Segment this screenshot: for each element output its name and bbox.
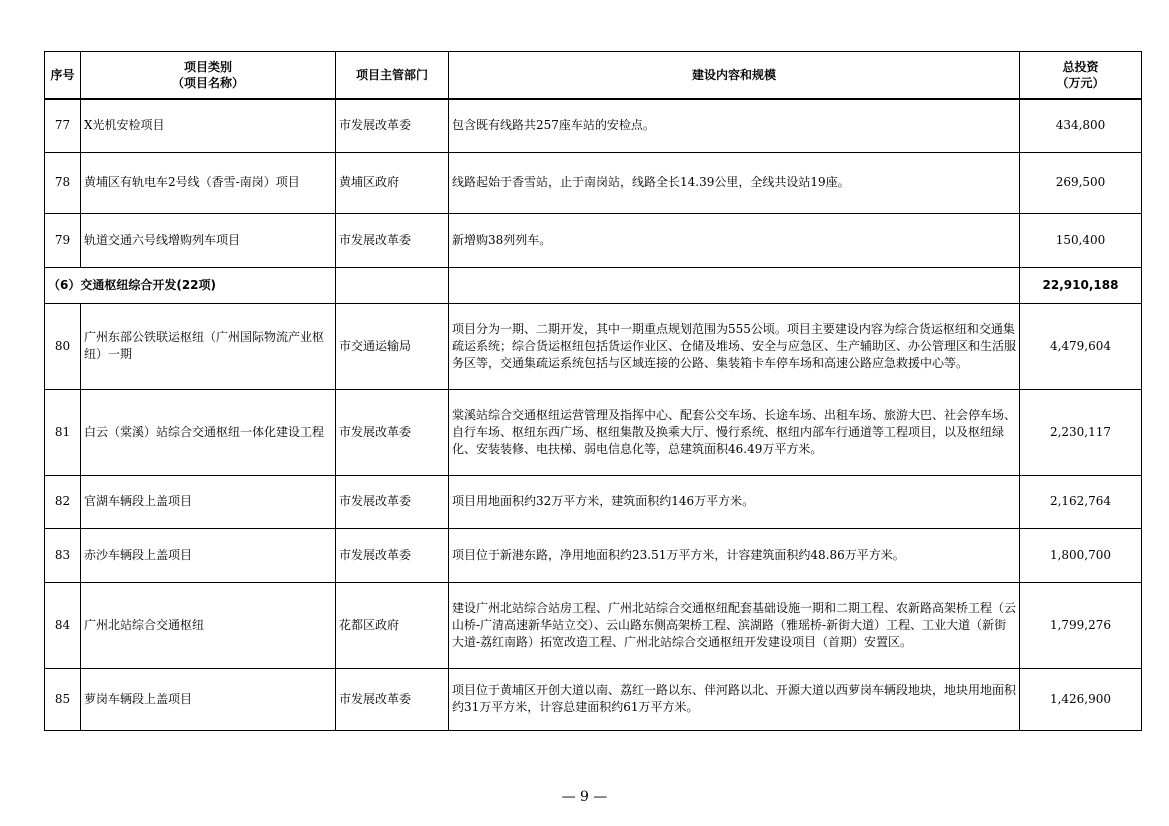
- row-no: 84: [45, 582, 81, 668]
- header-content: 建设内容和规模: [449, 52, 1020, 100]
- row-investment: 150,400: [1020, 213, 1142, 267]
- row-no: 83: [45, 528, 81, 582]
- row-investment: 1,799,276: [1020, 582, 1142, 668]
- row-dept: 市发展改革委: [336, 99, 449, 152]
- row-name: 黄埔区有轨电车2号线（香雪-南岗）项目: [81, 152, 336, 213]
- row-dept: 市发展改革委: [336, 213, 449, 267]
- row-name: 轨道交通六号线增购列车项目: [81, 213, 336, 267]
- row-content: 棠溪站综合交通枢纽运营管理及指挥中心、配套公交车场、长途车场、出租车场、旅游大巴、社会停车场、自行车场、枢纽东西广场、枢纽集散及换乘大厅、慢行系统、枢纽内部车行通道等工程项目，以及枢纽绿化、安装装修、电扶梯、弱电信息化等，总建筑面积46.49万平方米。: [449, 389, 1020, 475]
- row-content: 建设广州北站综合站房工程、广州北站综合交通枢纽配套基础设施一期和二期工程、农新路高架桥工程（云山桥-广清高速新华站立交）、云山路东侧高架桥工程、滨湖路（雅瑶桥-新街大道）工程、工业大道（新街大道-荔红南路）拓宽改造工程、广州北站综合交通枢纽开发建设项目（首期）安置区。: [449, 582, 1020, 668]
- row-content: 项目位于新港东路，净用地面积约23.51万平方米，计容建筑面积约48.86万平方米。: [449, 528, 1020, 582]
- row-investment: 2,162,764: [1020, 475, 1142, 528]
- table-row: [45, 99, 1142, 152]
- row-dept: 市发展改革委: [336, 389, 449, 475]
- row-no: 78: [45, 152, 81, 213]
- category-dept-empty: [336, 267, 449, 303]
- header-category-line1: 项目类别: [183, 60, 232, 74]
- row-content: 包含既有线路共257座车站的安检点。: [449, 99, 1020, 152]
- row-content: 项目用地面积约32万平方米，建筑面积约146万平方米。: [449, 475, 1020, 528]
- row-no: 80: [45, 303, 81, 389]
- table-row: [45, 303, 1142, 389]
- row-content: 项目分为一期、二期开发，其中一期重点规划范围为555公顷。项目主要建设内容为综合货运枢纽和交通集疏运系统；综合货运枢纽包括货运作业区、仓储及堆场、安全与应急区、生产辅助区、办公管理区和生活服务区等，交通集疏运系统包括与区域连接的公路、集装箱卡车停车场和高速公路应急救援中心等。: [449, 303, 1020, 389]
- row-content: 新增购38列列车。: [449, 213, 1020, 267]
- row-investment: 1,426,900: [1020, 668, 1142, 730]
- row-no: 82: [45, 475, 81, 528]
- row-investment: 2,230,117: [1020, 389, 1142, 475]
- page-number: — 9 —: [561, 789, 608, 805]
- row-dept: 黄埔区政府: [336, 152, 449, 213]
- table-row: [45, 668, 1142, 730]
- row-name: X光机安检项目: [81, 99, 336, 152]
- table-row: [45, 152, 1142, 213]
- row-investment: 4,479,604: [1020, 303, 1142, 389]
- header-investment-line2: （万元）: [1056, 76, 1105, 90]
- row-investment: 269,500: [1020, 152, 1142, 213]
- row-dept: 市交通运输局: [336, 303, 449, 389]
- header-investment: [1020, 52, 1142, 100]
- header-investment-line1: 总投资: [1062, 60, 1099, 74]
- category-total: 22,910,188: [1020, 267, 1142, 303]
- category-row: [45, 267, 1142, 303]
- category-content-empty: [449, 267, 1020, 303]
- row-dept: 市发展改革委: [336, 475, 449, 528]
- table-row: [45, 475, 1142, 528]
- row-dept: 市发展改革委: [336, 668, 449, 730]
- row-investment: 1,800,700: [1020, 528, 1142, 582]
- table-row: [45, 213, 1142, 267]
- investment-table: [44, 51, 1142, 731]
- row-no: 77: [45, 99, 81, 152]
- row-investment: 434,800: [1020, 99, 1142, 152]
- table-row: [45, 389, 1142, 475]
- row-name: 官湖车辆段上盖项目: [81, 475, 336, 528]
- header-category: [81, 52, 336, 100]
- row-no: 79: [45, 213, 81, 267]
- row-name: 广州东部公铁联运枢纽（广州国际物流产业枢纽）一期: [81, 303, 336, 389]
- header-no: 序号: [45, 52, 81, 100]
- row-content: 项目位于黄埔区开创大道以南、荔红一路以东、伴河路以北、开源大道以西萝岗车辆段地块，地块用地面积约31万平方米，计容总建面积约61万平方米。: [449, 668, 1020, 730]
- table-header-row: [45, 52, 1142, 100]
- category-label: （6）交通枢纽综合开发(22项): [45, 267, 336, 303]
- header-dept: 项目主管部门: [336, 52, 449, 100]
- row-name: 赤沙车辆段上盖项目: [81, 528, 336, 582]
- header-category-line2: （项目名称）: [171, 76, 244, 90]
- row-dept: 花都区政府: [336, 582, 449, 668]
- row-content: 线路起始于香雪站，止于南岗站，线路全长14.39公里，全线共设站19座。: [449, 152, 1020, 213]
- table-row: [45, 528, 1142, 582]
- row-name: 萝岗车辆段上盖项目: [81, 668, 336, 730]
- row-no: 85: [45, 668, 81, 730]
- row-no: 81: [45, 389, 81, 475]
- row-name: 白云（棠溪）站综合交通枢纽一体化建设工程: [81, 389, 336, 475]
- row-name: 广州北站综合交通枢纽: [81, 582, 336, 668]
- row-dept: 市发展改革委: [336, 528, 449, 582]
- table-row: [45, 582, 1142, 668]
